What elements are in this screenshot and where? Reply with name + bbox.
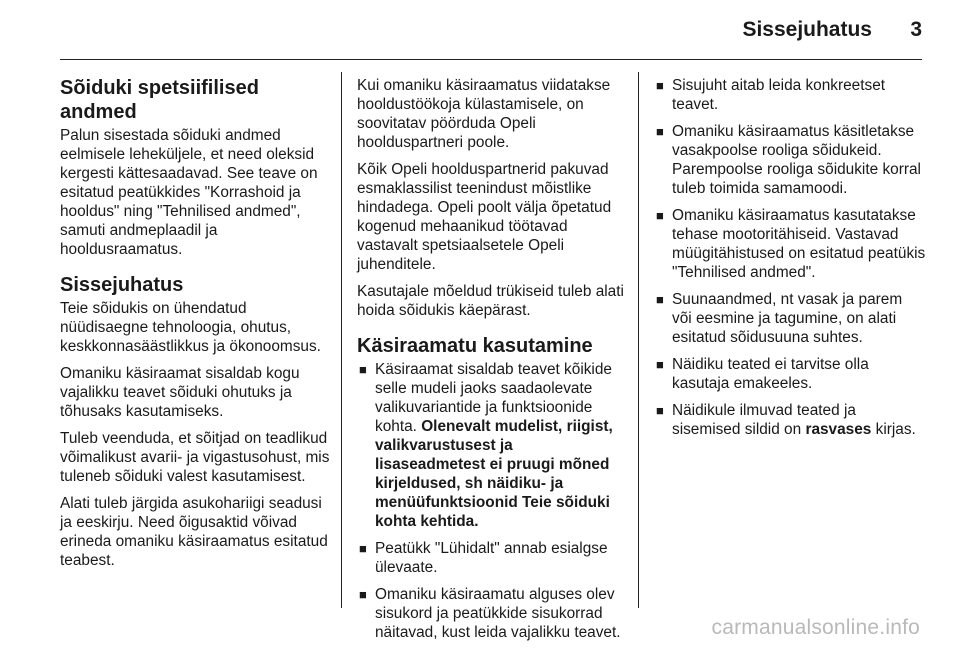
bullet-icon: ■ (656, 78, 664, 93)
column-3 (654, 76, 926, 447)
bullet-list (357, 360, 627, 642)
list-item-text: Omaniku käsiraamatu alguses olev sisukord ja peatükkide sisukorrad näitavad, kust leida vajalikku teavet. (375, 586, 621, 641)
list-item (654, 401, 926, 439)
list-item-text: Suunaandmed, nt vasak ja parem või eesmine ja tagumine, on alati esitatud sõidusuuna suhtes. (672, 291, 903, 346)
watermark: carmanualsonline.info (711, 616, 920, 639)
bullet-icon: ■ (656, 208, 664, 223)
list-item (654, 290, 926, 347)
list-item-text: Näidiku teated ei tarvitse olla kasutaja emakeeles. (672, 356, 869, 392)
list-item-bold-text: rasvases (805, 421, 872, 438)
bullet-icon: ■ (656, 292, 664, 307)
bullet-list (654, 76, 926, 439)
list-item-text: Peatükk "Lühidalt" annab esialgse ülevaate. (375, 540, 608, 576)
paragraph: Alati tuleb järgida asukohariigi seadusi ja eeskirju. Need õigusaktid võivad erineda omaniku käsiraamatus esitatud teabest. (60, 495, 328, 569)
column-divider-1 (341, 72, 342, 608)
paragraph: Omaniku käsiraamat sisaldab kogu vajalikku teavet sõiduki ohutuks ja tõhusaks kasutamiseks. (60, 365, 300, 420)
bullet-icon: ■ (656, 124, 664, 139)
paragraph: Kui omaniku käsiraamatus viidatakse hooldustöökoja külastamisele, on soovitatav pöörduda Opeli hoolduspartneri poole. (357, 77, 611, 151)
list-item (357, 360, 627, 531)
page-number: 3 (910, 18, 922, 41)
bullet-icon: ■ (359, 587, 367, 602)
heading-manual-usage: Käsiraamatu kasutamine (357, 335, 593, 357)
header-rule (60, 59, 922, 60)
bullet-icon: ■ (359, 541, 367, 556)
list-item-text: kirjas. (871, 421, 916, 438)
paragraph: Kõik Opeli hoolduspartnerid pakuvad esmaklassilist teenindust mõistlike hindadega. Opeli poolt välja õpetatud kogenud mehaanikud töötavad vastavalt spetsiaalsetele Opeli juhenditele. (357, 161, 612, 273)
bullet-icon: ■ (656, 357, 664, 372)
column-1 (60, 76, 330, 578)
paragraph: Teie sõidukis on ühendatud nüüdisaegne tehnoloogia, ohutus, keskkonnasäästlikkus ja ökonoomsus. (60, 300, 321, 355)
heading-vehicle-data: Sõiduki spetsiifilised andmed (60, 77, 259, 123)
list-item-text: Näidikule ilmuvad teated ja sisemised sildid on (672, 402, 856, 438)
list-item-text: Omaniku käsiraamatus kasutatakse tehase mootoritähiseid. Vastavad müügitähistused on esitatud peatükis "Tehnilised andmed". (672, 207, 926, 281)
list-item (654, 206, 926, 282)
column-2 (357, 76, 627, 650)
running-header-title: Sissejuhatus (742, 18, 872, 41)
list-item (654, 122, 926, 198)
heading-introduction: Sissejuhatus (60, 274, 184, 296)
list-item-text: Omaniku käsiraamatus käsitletakse vasakpoolse rooliga sõidukeid. Parempoolse rooliga sõidukite korral tuleb toimida samamoodi. (672, 123, 921, 197)
column-divider-2 (638, 72, 639, 608)
list-item-text: Sisujuht aitab leida konkreetset teavet. (672, 77, 886, 113)
bullet-icon: ■ (359, 362, 367, 377)
list-item-bold-text: Olenevalt mudelist, riigist, valikvarustusest ja lisaseadmetest ei pruugi mõned kirjeldused, sh näidiku- ja menüüfunktsioonid Teie sõiduki kohta kehtida. (375, 418, 613, 530)
bullet-icon: ■ (656, 403, 664, 418)
paragraph: Palun sisestada sõiduki andmed eelmisele leheküljele, et need oleksid kergesti kättesaadavad. See teave on esitatud peatükkides "Korrashoid ja hooldus" ning "Tehnilised andmed", samuti andmeplaadil ja hooldusraamatus. (60, 127, 318, 258)
list-item (357, 585, 627, 642)
list-item (357, 539, 627, 577)
page-header (0, 0, 960, 60)
list-item (654, 76, 926, 114)
paragraph: Tuleb veenduda, et sõitjad on teadlikud võimalikust avarii- ja vigastusohust, mis tuleneb sõiduki valest kasutamisest. (60, 430, 330, 485)
list-item-text: Käsiraamat sisaldab teavet kõikide selle mudeli jaoks saadaolevate valikuvariantide ja funktsioonide kohta. (375, 361, 612, 435)
list-item (654, 355, 926, 393)
paragraph: Kasutajale mõeldud trükiseid tuleb alati hoida sõidukis käepärast. (357, 283, 624, 319)
